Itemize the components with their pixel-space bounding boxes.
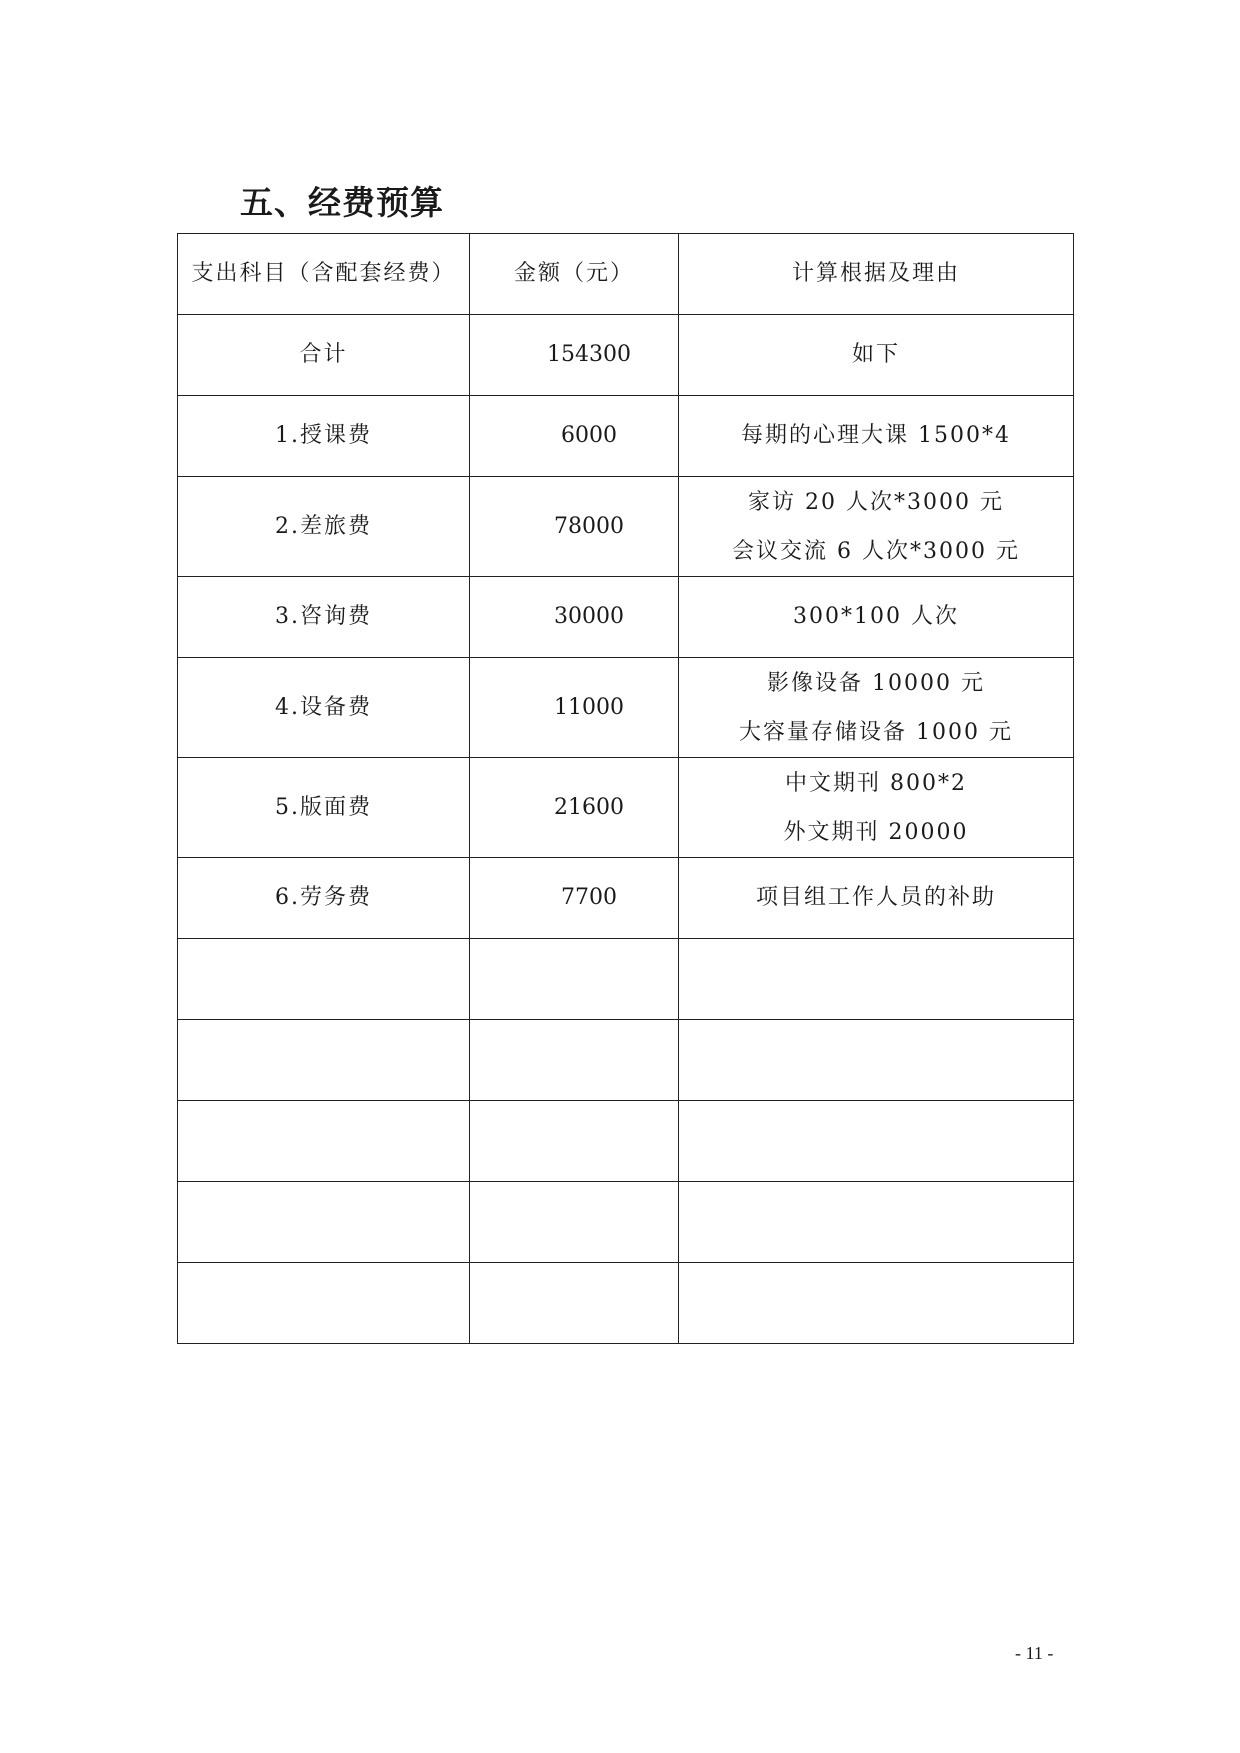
row-item: 6.劳务费 xyxy=(178,858,470,939)
budget-table xyxy=(177,233,1074,1344)
row-amount: 11000 xyxy=(470,658,679,758)
row-item: 2.差旅费 xyxy=(178,477,470,577)
row-basis-line: 家访 20 人次*3000 元 xyxy=(748,489,1004,515)
row-basis-line: 大容量存储设备 1000 元 xyxy=(739,719,1013,745)
row-amount: 154300 xyxy=(470,315,679,396)
empty-cell xyxy=(178,1182,470,1263)
header-basis: 计算根据及理由 xyxy=(679,234,1074,315)
empty-cell xyxy=(178,1101,470,1182)
section-title: 五、经费预算 xyxy=(240,183,444,222)
row-amount: 7700 xyxy=(470,858,679,939)
empty-cell xyxy=(470,1263,679,1344)
empty-row xyxy=(178,1101,1074,1182)
row-basis: 如下 xyxy=(679,315,1074,396)
row-amount: 30000 xyxy=(470,577,679,658)
table-row xyxy=(178,758,1074,858)
row-item: 1.授课费 xyxy=(178,396,470,477)
table-row xyxy=(178,396,1074,477)
row-item: 合计 xyxy=(178,315,470,396)
empty-cell xyxy=(470,1020,679,1101)
row-amount: 78000 xyxy=(470,477,679,577)
header-amount: 金额（元） xyxy=(470,234,679,315)
empty-cell xyxy=(470,1101,679,1182)
table-header-row xyxy=(178,234,1074,315)
empty-cell xyxy=(470,939,679,1020)
row-amount: 21600 xyxy=(470,758,679,858)
row-item: 4.设备费 xyxy=(178,658,470,758)
row-basis: 300*100 人次 xyxy=(679,577,1074,658)
row-basis: 项目组工作人员的补助 xyxy=(679,858,1074,939)
row-item: 5.版面费 xyxy=(178,758,470,858)
empty-cell xyxy=(178,1020,470,1101)
empty-cell xyxy=(679,1101,1074,1182)
row-amount: 6000 xyxy=(470,396,679,477)
empty-cell xyxy=(679,1182,1074,1263)
row-basis xyxy=(679,477,1074,577)
empty-cell xyxy=(679,1020,1074,1101)
table-row xyxy=(178,315,1074,396)
empty-cell xyxy=(679,939,1074,1020)
row-basis-line: 中文期刊 800*2 xyxy=(785,770,967,796)
empty-row xyxy=(178,1263,1074,1344)
empty-row xyxy=(178,939,1074,1020)
header-item: 支出科目（含配套经费） xyxy=(178,234,470,315)
empty-cell xyxy=(178,939,470,1020)
row-basis-line: 会议交流 6 人次*3000 元 xyxy=(732,538,1020,564)
empty-cell xyxy=(178,1263,470,1344)
row-basis: 每期的心理大课 1500*4 xyxy=(679,396,1074,477)
table-row xyxy=(178,577,1074,658)
table-row xyxy=(178,858,1074,939)
row-basis xyxy=(679,758,1074,858)
row-basis-line: 影像设备 10000 元 xyxy=(767,670,985,696)
row-basis xyxy=(679,658,1074,758)
empty-cell xyxy=(679,1263,1074,1344)
table-row xyxy=(178,658,1074,758)
empty-row xyxy=(178,1020,1074,1101)
row-item: 3.咨询费 xyxy=(178,577,470,658)
empty-cell xyxy=(470,1182,679,1263)
empty-row xyxy=(178,1182,1074,1263)
page-number: - 11 - xyxy=(1015,1643,1054,1663)
table-row xyxy=(178,477,1074,577)
row-basis-line: 外文期刊 20000 xyxy=(783,819,969,845)
